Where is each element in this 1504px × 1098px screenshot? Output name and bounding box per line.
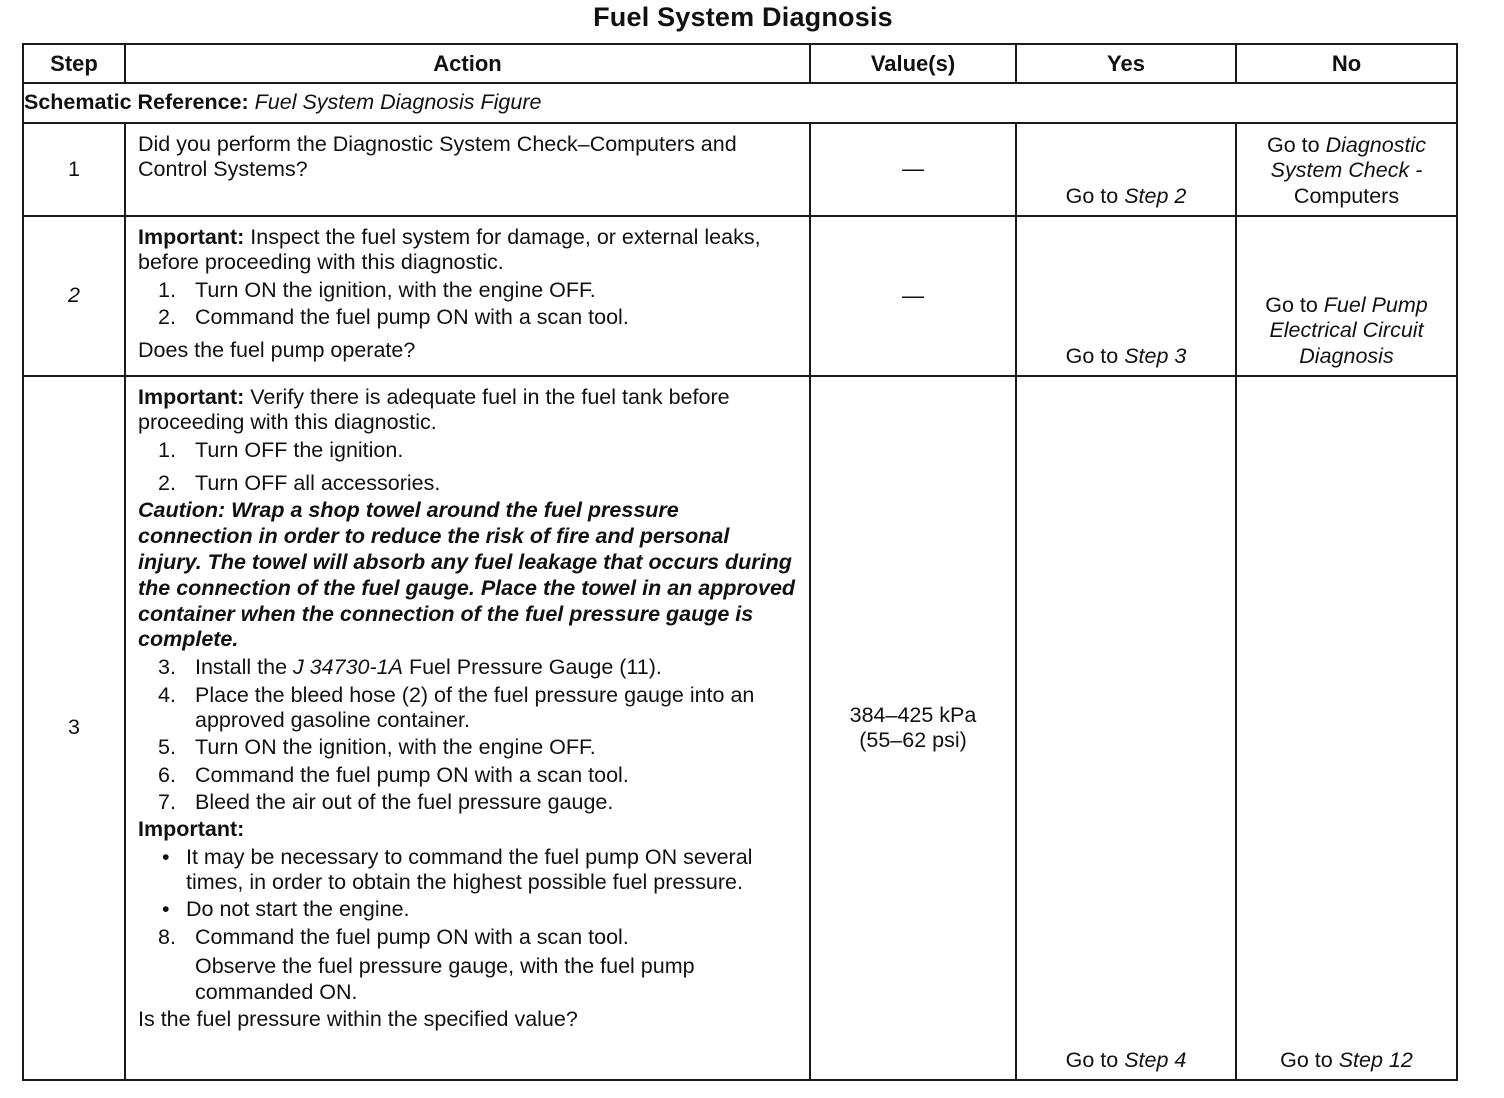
caution-note: Caution: Wrap a shop towel around the fuel pressure connection in order to reduce the risk of fire and personal injury. The towel will absorb any fuel leakage that occurs during the connection of the fuel gauge. Place the towel in an approved container when the connection of the fuel pressure gauge is complete. bbox=[138, 498, 796, 652]
value-cell bbox=[810, 376, 1016, 1080]
question-text: Is the fuel pressure within the specified value? bbox=[138, 1006, 578, 1031]
yes-prefix: Go to bbox=[1065, 183, 1125, 208]
yes-link[interactable]: Step 4 bbox=[1124, 1047, 1187, 1072]
action-cell bbox=[125, 376, 810, 1080]
yes-link[interactable]: Step 3 bbox=[1124, 343, 1187, 368]
no-link[interactable]: Diagnostic System Check - bbox=[1270, 132, 1426, 183]
action-cell bbox=[125, 123, 810, 216]
bullet-dot: • bbox=[162, 897, 170, 922]
no-prefix: Go to bbox=[1267, 132, 1326, 157]
list-number: 5. bbox=[158, 735, 176, 760]
important-label: Important: bbox=[138, 385, 245, 409]
list-text: Place the bleed hose (2) of the fuel pressure gauge into an approved gasoline container. bbox=[195, 682, 755, 732]
list-item bbox=[138, 305, 799, 330]
bullet-text: Do not start the engine. bbox=[186, 897, 410, 922]
header-row bbox=[23, 44, 1457, 83]
table-row bbox=[23, 123, 1457, 216]
bullet-item bbox=[138, 845, 799, 896]
list-item bbox=[138, 790, 799, 815]
list-number: 2. bbox=[158, 471, 176, 496]
list-text: Turn OFF the ignition. bbox=[195, 437, 404, 462]
value-cell bbox=[810, 123, 1016, 216]
header-step: Step bbox=[23, 44, 125, 83]
list-item bbox=[138, 471, 799, 496]
list-text: Bleed the air out of the fuel pressure gauge. bbox=[195, 790, 614, 815]
value-psi: (55–62 psi) bbox=[859, 728, 967, 752]
list-text: Command the fuel pump ON with a scan tool. bbox=[195, 762, 629, 787]
yes-link[interactable]: Step 2 bbox=[1124, 183, 1187, 208]
important-text: Inspect the fuel system for damage, or external leaks, before proceeding with this diagnostic. bbox=[138, 225, 761, 275]
yes-prefix: Go to bbox=[1065, 1047, 1125, 1072]
yes-prefix: Go to bbox=[1065, 343, 1125, 368]
list-item bbox=[138, 925, 799, 1005]
yes-cell bbox=[1016, 376, 1236, 1080]
value-cell bbox=[810, 216, 1016, 376]
list-item bbox=[138, 278, 799, 303]
schematic-figure-link[interactable]: Fuel System Diagnosis Figure bbox=[254, 90, 542, 115]
important-label: Important: bbox=[138, 225, 245, 249]
tool-link[interactable]: J 34730-1A bbox=[293, 655, 403, 680]
important-text: Verify there is adequate fuel in the fuel tank before proceeding with this diagnostic. bbox=[138, 385, 730, 435]
no-cell bbox=[1236, 123, 1457, 216]
list-text: Turn ON the ignition, with the engine OFF. bbox=[195, 277, 596, 302]
yes-cell bbox=[1016, 123, 1236, 216]
bullet-dot: • bbox=[162, 844, 170, 869]
no-prefix: Go to bbox=[1280, 1047, 1339, 1072]
list-number: 1. bbox=[158, 277, 176, 302]
list-text: Turn OFF all accessories. bbox=[195, 471, 441, 496]
list-number: 8. bbox=[158, 924, 176, 949]
list-text: Command the fuel pump ON with a scan tool. bbox=[195, 924, 629, 949]
header-yes: Yes bbox=[1016, 44, 1236, 83]
table-row bbox=[23, 376, 1457, 1080]
yes-cell bbox=[1016, 216, 1236, 376]
list-item bbox=[138, 438, 799, 463]
list-item bbox=[138, 735, 799, 760]
list-text-continued: Observe the fuel pressure gauge, with the fuel pump commanded ON. bbox=[195, 954, 695, 1004]
no-prefix: Go to bbox=[1265, 292, 1324, 317]
list-item bbox=[138, 763, 799, 788]
no-suffix: Computers bbox=[1293, 183, 1400, 208]
important-note bbox=[138, 225, 799, 276]
list-text: Fuel Pressure Gauge (11). bbox=[402, 655, 662, 680]
header-no: No bbox=[1236, 44, 1457, 83]
list-number: 6. bbox=[158, 762, 176, 787]
list-item bbox=[138, 683, 799, 734]
no-link[interactable]: Fuel Pump Electrical Circuit Diagnosis bbox=[1269, 292, 1428, 368]
header-values: Value(s) bbox=[810, 44, 1016, 83]
list-number: 3. bbox=[158, 655, 176, 680]
action-text: Did you perform the Diagnostic System Check–Computers and Control Systems? bbox=[138, 132, 737, 182]
step-number: 2 bbox=[23, 216, 125, 376]
no-cell bbox=[1236, 216, 1457, 376]
bullet-item bbox=[138, 897, 799, 922]
action-cell bbox=[125, 216, 810, 376]
no-link[interactable]: Step 12 bbox=[1338, 1047, 1413, 1072]
schematic-reference bbox=[23, 83, 1457, 123]
list-number: 7. bbox=[158, 790, 176, 815]
important-note bbox=[138, 385, 799, 436]
schematic-label: Schematic Reference: bbox=[24, 90, 249, 115]
value-text: — bbox=[902, 156, 924, 182]
list-item bbox=[138, 655, 799, 680]
document-title: Fuel System Diagnosis bbox=[593, 2, 893, 32]
important-label-2: Important: bbox=[138, 817, 245, 842]
bullet-text: It may be necessary to command the fuel pump ON several times, in order to obtain the highest possible fuel pressure. bbox=[186, 844, 753, 895]
list-number: 2. bbox=[158, 305, 176, 330]
list-text: Command the fuel pump ON with a scan tool. bbox=[195, 305, 629, 330]
table-row bbox=[23, 216, 1457, 376]
list-text: Turn ON the ignition, with the engine OFF. bbox=[195, 735, 596, 760]
list-number: 4. bbox=[158, 682, 176, 707]
schematic-reference-row bbox=[23, 83, 1457, 123]
value-kpa: 384–425 kPa bbox=[849, 702, 977, 727]
header-action: Action bbox=[125, 44, 810, 83]
no-cell bbox=[1236, 376, 1457, 1080]
list-number: 1. bbox=[158, 437, 176, 462]
step-number: 1 bbox=[23, 123, 125, 216]
question-text: Does the fuel pump operate? bbox=[138, 338, 416, 363]
diagnosis-table bbox=[22, 43, 1458, 1081]
value-text: — bbox=[902, 282, 924, 308]
list-text: Install the bbox=[195, 655, 293, 680]
step-number: 3 bbox=[23, 376, 125, 1080]
